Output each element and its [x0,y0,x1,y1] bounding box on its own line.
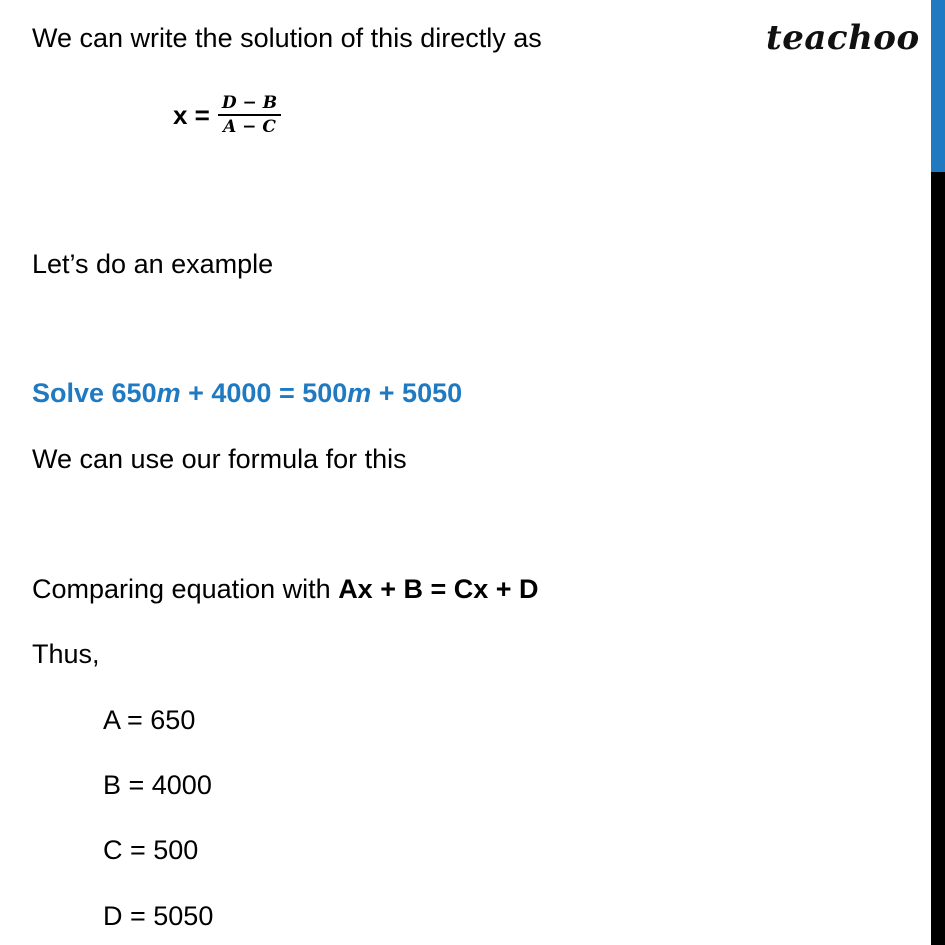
problem-var-1: m [156,378,181,408]
teachoo-logo: teachoo [766,18,920,58]
solution-formula [173,93,281,137]
intro-text: We can write the solution of this directly as [32,23,542,53]
value-b: B = 4000 [103,770,212,800]
value-d: D = 5050 [103,901,214,931]
problem-middle: + 4000 = 500 [180,378,348,408]
problem-var-2: m [347,378,372,408]
scrollbar-thumb[interactable] [931,0,945,172]
formula-numerator: D − B [221,93,278,113]
formula-lhs: x = [173,99,210,130]
problem-prefix: Solve 650 [32,378,157,408]
problem-statement [32,376,462,410]
general-form: Ax + B = Cx + D [338,574,539,604]
thus-text: Thus, [32,639,100,669]
formula-fraction [218,93,281,137]
value-a: A = 650 [103,705,196,735]
example-intro-text: Let’s do an example [32,249,274,279]
comparing-text [32,572,539,606]
comparing-prefix: Comparing equation with [32,574,339,604]
problem-suffix: + 5050 [371,378,463,408]
use-formula-text: We can use our formula for this [32,444,407,474]
value-c: C = 500 [103,835,199,865]
formula-denominator: A − C [223,117,276,137]
